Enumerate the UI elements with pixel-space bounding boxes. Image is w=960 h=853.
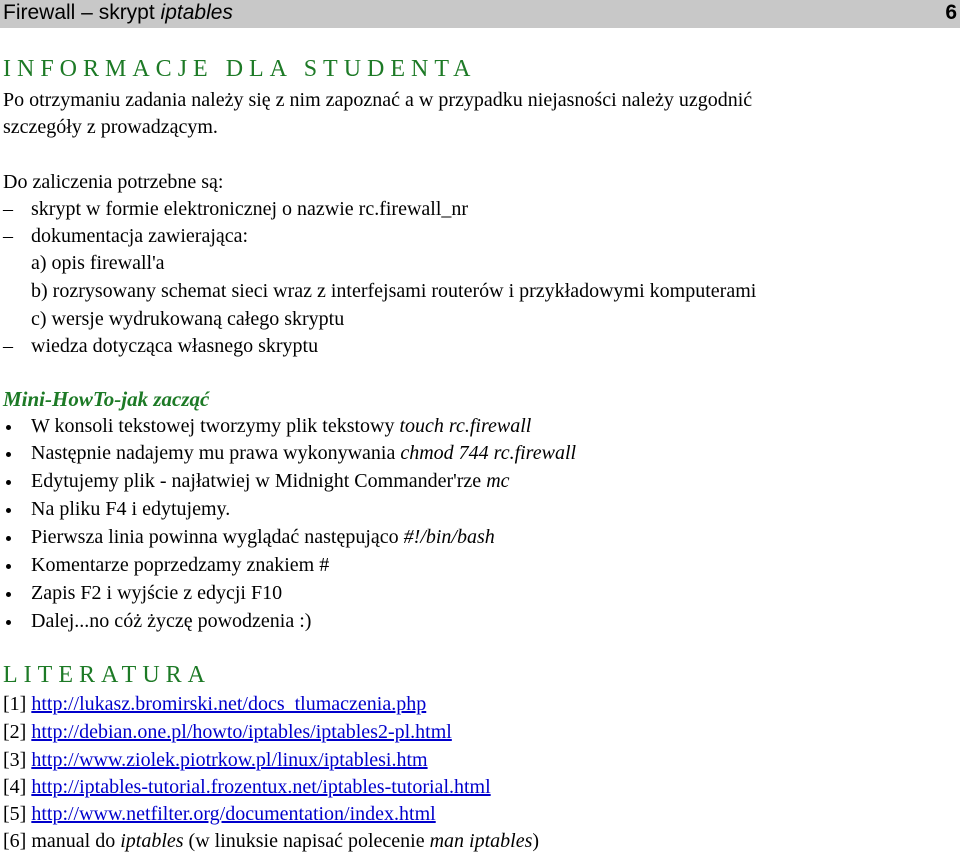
reference-link[interactable]: http://iptables-tutorial.frozentux.net/iptables-tutorial.html	[31, 776, 491, 798]
howto-step: Komentarze poprzedzamy znakiem #	[31, 554, 330, 576]
title-italic: iptables	[160, 1, 233, 24]
page-header	[0, 0, 960, 28]
requirements-lead: Do zaliczenia potrzebne są:	[3, 171, 224, 193]
bullet-dot	[6, 564, 11, 569]
howto-step: W konsoli tekstowej tworzymy plik tekstowy touch rc.firewall	[31, 415, 532, 437]
howto-step: Pierwsza linia powinna wyglądać następująco #!/bin/bash	[31, 526, 495, 548]
title-prefix: Firewall – skrypt	[3, 1, 161, 24]
reference-link[interactable]: http://lukasz.bromirski.net/docs_tlumaczenia.php	[31, 693, 427, 715]
dash-marker: –	[3, 335, 13, 357]
bullet-dot	[6, 480, 11, 485]
intro-line-1: Po otrzymaniu zadania należy się z nim zapoznać a w przypadku niejasności należy uzgodnić	[3, 89, 753, 111]
requirement-docs-a: a) opis firewall'a	[31, 252, 165, 274]
dash-marker: –	[3, 225, 13, 247]
dash-marker: –	[3, 198, 13, 220]
reference-link[interactable]: http://www.ziolek.piotrkow.pl/linux/iptablesi.htm	[31, 749, 428, 771]
reference-link[interactable]: http://www.netfilter.org/documentation/index.html	[31, 803, 436, 825]
howto-heading: Mini-HowTo-jak zacząć	[3, 387, 210, 411]
bullet-dot	[6, 592, 11, 597]
reference-link[interactable]: http://debian.one.pl/howto/iptables/iptables2-pl.html	[31, 721, 452, 743]
bullet-dot	[6, 452, 11, 457]
howto-step: Edytujemy plik - najłatwiej w Midnight Commander'rze mc	[31, 470, 510, 492]
bullet-dot	[6, 425, 11, 430]
bullet-dot	[6, 508, 11, 513]
document-title	[3, 1, 233, 25]
reference-item: [5] http://www.netfilter.org/documentation/index.html	[3, 803, 436, 825]
reference-item: [3] http://www.ziolek.piotrkow.pl/linux/iptablesi.htm	[3, 749, 428, 771]
reference-item: [4] http://iptables-tutorial.frozentux.net/iptables-tutorial.html	[3, 776, 491, 798]
bullet-dot	[6, 536, 11, 541]
bullet-dot	[6, 620, 11, 625]
page-number: 6	[945, 1, 957, 24]
reference-item: [1] http://lukasz.bromirski.net/docs_tlumaczenia.php	[3, 693, 427, 715]
intro-line-2: szczegóły z prowadzącym.	[3, 116, 218, 138]
requirement-docs: dokumentacja zawierająca:	[31, 225, 249, 247]
literature-heading: LITERATURA	[3, 662, 211, 688]
reference-item: [2] http://debian.one.pl/howto/iptables/iptables2-pl.html	[3, 721, 452, 743]
info-heading: INFORMACJE DLA STUDENTA	[3, 56, 477, 82]
requirement-docs-c: c) wersje wydrukowaną całego skryptu	[31, 308, 345, 330]
howto-step: Zapis F2 i wyjście z edycji F10	[31, 582, 283, 604]
howto-step: Następnie nadajemy mu prawa wykonywania chmod 744 rc.firewall	[31, 442, 577, 464]
howto-step: Na pliku F4 i edytujemy.	[31, 498, 231, 520]
reference-manual: [6] manual do iptables (w linuksie napisać polecenie man iptables)	[3, 830, 540, 852]
requirement-script: skrypt w formie elektronicznej o nazwie rc.firewall_nr	[31, 198, 469, 220]
requirement-knowledge: wiedza dotycząca własnego skryptu	[31, 335, 319, 357]
howto-step: Dalej...no cóż życzę powodzenia :)	[31, 610, 312, 632]
requirement-docs-b: b) rozrysowany schemat sieci wraz z interfejsami routerów i przykładowymi komputerami	[31, 280, 757, 302]
